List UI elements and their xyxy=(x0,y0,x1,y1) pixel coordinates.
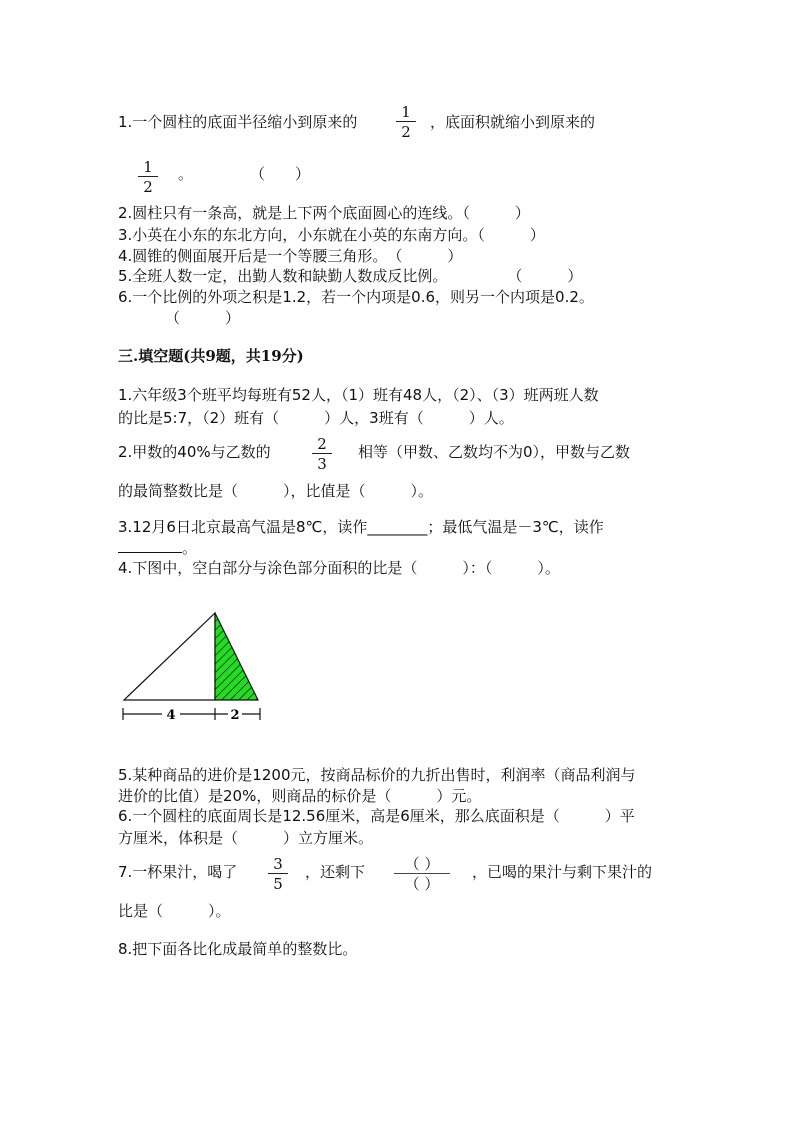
fill-q7-line2: 比是（ ）。 xyxy=(118,902,231,920)
fraction-numerator: 3 xyxy=(273,855,283,873)
fraction-bar xyxy=(312,453,332,454)
judge-q5: 5.全班人数一定，出勤人数和缺勤人数成反比例。 （ ） xyxy=(118,267,583,285)
fill-q2-fraction xyxy=(312,436,332,472)
fraction-bar xyxy=(394,873,450,874)
fill-q7-fraction xyxy=(268,856,288,892)
judge-q1-fraction-half xyxy=(396,104,416,140)
fill-q2-text-after: 相等（甲数、乙数均不为0），甲数与乙数 xyxy=(358,443,631,461)
fraction-denominator: 5 xyxy=(273,875,283,893)
fill-q6-line1: 6.一个圆柱的底面周长是12.56厘米，高是6厘米，那么底面积是（ ）平 xyxy=(118,807,635,825)
fill-q3-period: 。 xyxy=(182,539,198,557)
judge-q3: 3.小英在小东的东北方向，小东就在小英的东南方向。（ ） xyxy=(118,226,545,244)
fill-q2-text: 2.甲数的40%与乙数的 xyxy=(118,443,271,461)
judge-q1-answer-paren[interactable]: （ ） xyxy=(250,165,311,183)
fraction-denominator: 3 xyxy=(317,455,327,473)
fill-q6-line2: 方厘米，体积是（ ）立方厘米。 xyxy=(118,829,374,847)
fill-q8: 8.把下面各比化成最简单的整数比。 xyxy=(118,940,358,958)
judge-q2: 2.圆柱只有一条高，就是上下两个底面圆心的连线。（ ） xyxy=(118,204,530,222)
dimension-label-right: 2 xyxy=(230,708,240,723)
fraction-bar xyxy=(396,121,416,122)
blank-triangle-region xyxy=(124,613,215,700)
fraction-blank-denominator: （ ） xyxy=(404,875,440,893)
dimension-label-left: 4 xyxy=(166,708,176,723)
fill-q2-line2: 的最简整数比是（ ），比值是（ ）。 xyxy=(118,482,434,500)
fill-q1-line2: 的比是5:7，（2）班有（ ）人，3班有（ ）人。 xyxy=(118,409,514,427)
shaded-triangle-region xyxy=(215,613,258,700)
judge-q6: 6.一个比例的外项之积是1.2，若一个内项是0.6，则另一个内项是0.2。 xyxy=(118,288,594,306)
fill-q7-text-mid: ，还剩下 xyxy=(305,863,366,881)
fill-q4: 4.下图中，空白部分与涂色部分面积的比是（ ）：（ ）。 xyxy=(118,559,560,577)
judge-q1-text-after: ，底面积就缩小到原来的 xyxy=(430,113,596,131)
judge-q4: 4.圆锥的侧面展开后是一个等腰三角形。 （ ） xyxy=(118,247,463,265)
judge-q1-text: 1.一个圆柱的底面半径缩小到原来的 xyxy=(118,113,358,131)
section-title-fill-in: 三.填空题(共9题，共19分) xyxy=(118,347,304,365)
fraction-numerator: 1 xyxy=(401,103,411,121)
fraction-numerator: 2 xyxy=(317,435,327,453)
fill-q7-text-after: ，已喝的果汁与剩下果汁的 xyxy=(472,863,653,881)
fraction-blank-numerator: （ ） xyxy=(404,855,440,873)
fraction-bar xyxy=(268,873,288,874)
judge-q6-answer-paren[interactable]: （ ） xyxy=(165,309,241,327)
fraction-denominator: 2 xyxy=(143,178,153,196)
answer-blank[interactable] xyxy=(118,537,182,553)
fraction-numerator: 1 xyxy=(143,158,153,176)
judge-q1-fraction-half-2 xyxy=(138,159,158,195)
judge-q1-period: 。 xyxy=(178,165,194,183)
fill-q1-line1: 1.六年级3个班平均每班有52人，（1）班有48人，（2）、（3）班两班人数 xyxy=(118,386,599,404)
fill-q7-blank-fraction[interactable] xyxy=(394,856,450,892)
fill-q5-line1: 5.某种商品的进价是1200元，按商品标价的九折出售时，利润率（商品利润与 xyxy=(118,766,636,784)
fraction-denominator: 2 xyxy=(401,123,411,141)
fill-q5-line2: 进价的比值）是20%，则商品的标价是（ ）元。 xyxy=(118,787,482,805)
fill-q7-text: 7.一杯果汁，喝了 xyxy=(118,863,238,881)
fill-q3-line2 xyxy=(118,537,197,558)
fill-q3-line1: 3.12月6日北京最高气温是8℃，读作________；最低气温是－3℃，读作 xyxy=(118,518,604,536)
triangle-figure xyxy=(118,608,268,728)
fraction-bar xyxy=(138,176,158,177)
